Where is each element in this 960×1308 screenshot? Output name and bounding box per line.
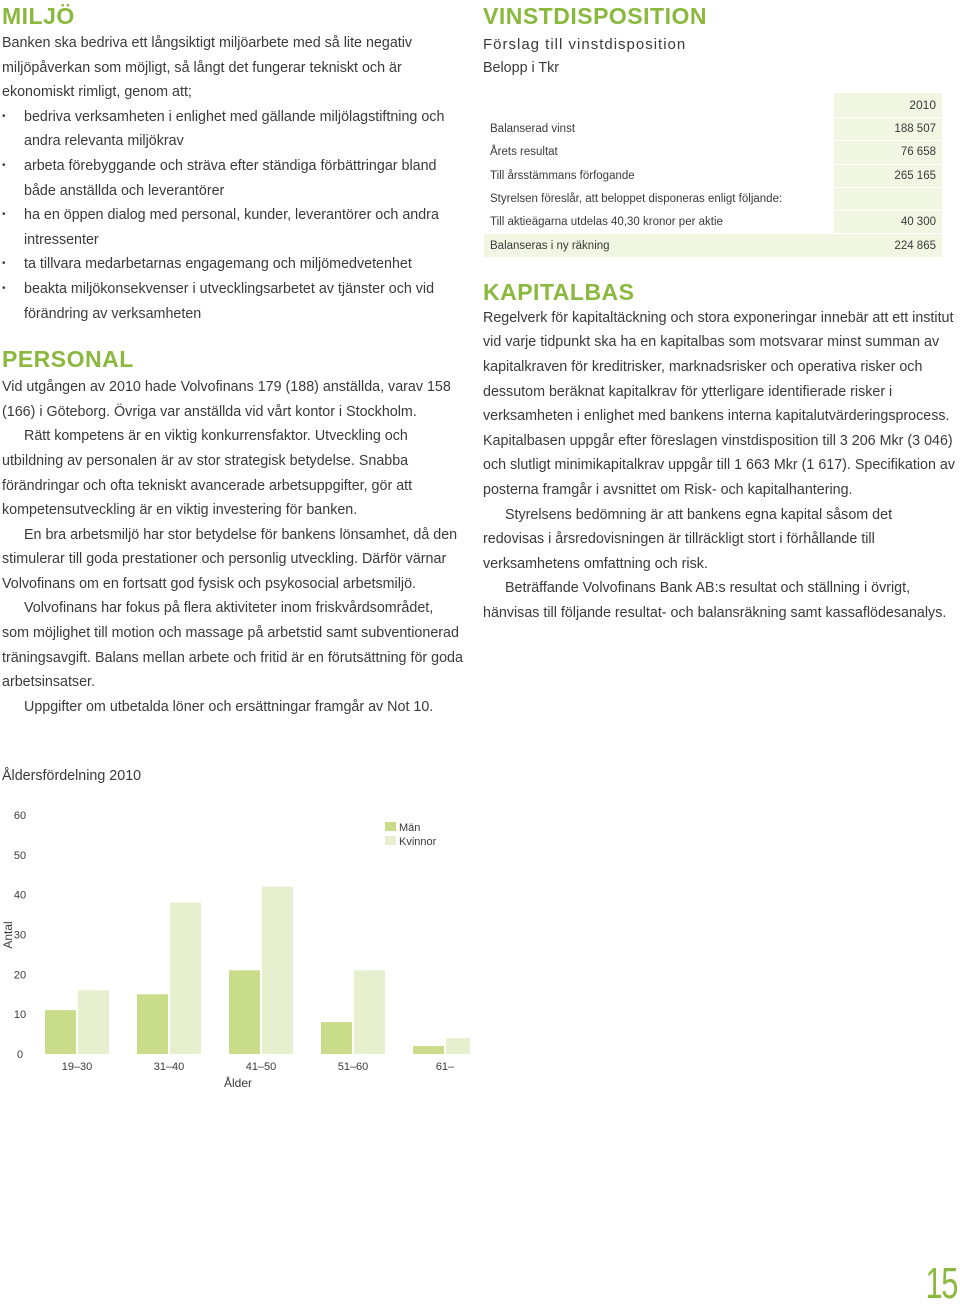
row-value: 224 865 <box>834 234 942 257</box>
personal-p1: Vid utgången av 2010 hade Volvofinans 179 (188) anställda, varav 158 (166) i Göteborg. Övriga var anställda vid vårt kontor i Stockholm. <box>2 379 451 420</box>
legend-swatch-kvinnor <box>385 836 396 845</box>
y-axis-label: Antal <box>1 921 15 949</box>
bar-män-1 <box>137 994 168 1054</box>
personal-p4: Volvofinans har fokus på flera aktiviteter inom friskvårdsområdet, som möjlighet till motion och massage på arbetstid samt subventionerad träningsavgift. Balans mellan arbete och fritid är en förutsättning för goda arbetsinsatser. <box>2 600 463 691</box>
bar-män-4 <box>413 1046 444 1054</box>
personal-p3: En bra arbetsmiljö har stor betydelse för bankens lönsamhet, då den stimulerar till goda prestationer och personlig utveckling. Därför värnar Volvofinans om en fortsatt god fysisk och psykosocial arbetsmiljö. <box>2 526 458 592</box>
y-tick-label: 60 <box>13 810 27 822</box>
miljo-bullet-list <box>2 105 464 326</box>
vinst-unit: Belopp i Tkr <box>483 60 560 76</box>
row-label: Balanserad vinst <box>484 118 834 141</box>
row-value <box>834 187 942 210</box>
y-tick-label: 50 <box>13 849 27 862</box>
left-column <box>2 0 464 719</box>
bar-män-3 <box>321 1022 352 1054</box>
legend-label: Män <box>399 822 421 834</box>
x-tick-label: 19–30 <box>61 1061 93 1073</box>
y-tick-label: 20 <box>13 969 27 982</box>
row-label: Till aktieägarna utdelas 40,30 kronor per aktie <box>484 211 834 234</box>
personal-p2: Rätt kompetens är en viktig konkurrensfaktor. Utveckling och utbildning av personalen är av stor strategisk betydelse. Snabba förändringar och ofta tekniskt avancerade arbetsuppgifter, gör att kompetensutveckling är en viktig investering för banken. <box>2 428 413 519</box>
year-header: 2010 <box>834 93 942 118</box>
right-column <box>483 0 955 626</box>
row-value: 265 165 <box>834 164 942 187</box>
vinst-heading: VINSTDISPOSITION <box>483 3 707 29</box>
y-tick-label: 0 <box>16 1049 24 1061</box>
x-tick-label: 61– <box>435 1061 455 1073</box>
row-value: 40 300 <box>834 211 942 234</box>
y-tick-label: 30 <box>13 929 27 942</box>
bar-kvinnor-4 <box>446 1038 470 1054</box>
list-item: • bedriva verksamheten i enlighet med gällande miljölagstiftning och andra relevanta miljökrav <box>2 105 464 154</box>
table-header-row <box>484 93 942 118</box>
x-axis-ticks <box>62 1061 455 1073</box>
bar-män-2 <box>229 970 260 1054</box>
kapital-p1: Regelverk för kapitaltäckning och stora exponeringar innebär att ett institut vid varje tidpunkt ska ha en kapitalbas som motsvarar minst summan av kapitalkraven för kreditrisker, marknadsrisker och operativa risker och dessutom beräknat kapitalkrav för ytterligare identifierade risker i verksamheten i enlighet med bankens interna kapitalutvärderingsprocess. Kapitalbasen uppgår efter föreslagen vinstdisposition till 3 206 Mkr (3 046) och slutligt minimikapitalkrav uppgår till 1 663 Mkr (1 617). Specifikation av posterna framgår i avsnittet om Risk- och kapitalhantering. <box>483 309 956 498</box>
row-value: 76 658 <box>834 141 942 164</box>
bar-kvinnor-2 <box>262 887 293 1054</box>
personal-p5: Uppgifter om utbetalda löner och ersättningar framgår av Not 10. <box>24 698 434 715</box>
row-value: 188 507 <box>834 118 942 141</box>
kapital-heading: KAPITALBAS <box>483 278 635 305</box>
table-row <box>484 118 942 141</box>
x-tick-label: 51–60 <box>337 1061 369 1073</box>
chart-legend <box>385 822 437 848</box>
y-axis-ticks <box>14 810 26 1061</box>
chart-bars <box>45 887 470 1054</box>
y-tick-label: 10 <box>13 1009 27 1022</box>
legend-swatch-män <box>385 822 396 831</box>
row-label: Till årsstämmans förfogande <box>484 164 834 187</box>
row-label: Årets resultat <box>484 141 834 164</box>
miljo-heading: MILJÖ <box>2 3 75 29</box>
kapital-p2: Styrelsens bedömning är att bankens egna kapital såsom det redovisas i årsredovisningen är tillräckligt stort i förhållande till verksamhetens omfattning och risk. <box>483 506 893 572</box>
bar-kvinnor-3 <box>354 970 385 1054</box>
vinstdisposition-table <box>484 92 942 257</box>
list-item: • ha en öppen dialog med personal, kunder, leverantörer och andra intressenter <box>2 203 464 252</box>
list-item: • ta tillvara medarbetarnas engagemang och miljömedvetenhet <box>2 252 464 277</box>
bar-kvinnor-0 <box>78 990 109 1054</box>
y-tick-label: 40 <box>13 889 27 902</box>
personal-heading: PERSONAL <box>2 346 134 373</box>
age-distribution-chart <box>0 800 470 1100</box>
bar-män-0 <box>45 1010 76 1054</box>
table-row <box>484 164 942 187</box>
table-row <box>484 211 942 234</box>
row-label: Styrelsen föreslår, att beloppet disponeras enligt följande: <box>484 187 834 210</box>
x-axis-label: Ålder <box>223 1076 253 1090</box>
table-row <box>484 187 942 210</box>
kapitalbas-section <box>483 278 955 626</box>
miljo-intro: Banken ska bedriva ett långsiktigt miljöarbete med så lite negativ miljöpåverkan som möjligt, så långt det fungerar tekniskt och är ekonomiskt rimligt, genom att; <box>2 35 413 101</box>
list-item: • beakta miljökonsekvenser i utvecklingsarbetet av tjänster och vid förändring av verksamheten <box>2 277 464 326</box>
table-row <box>484 234 942 257</box>
page-number: 15 <box>925 1259 957 1308</box>
bar-kvinnor-1 <box>170 903 201 1054</box>
legend-label: Kvinnor <box>399 836 437 848</box>
kapital-p3: Beträffande Volvofinans Bank AB:s resultat och ställning i övrigt, hänvisas till följande resultat- och balansräkning samt kassaflödesanalys. <box>483 580 947 621</box>
x-tick-label: 31–40 <box>153 1061 185 1073</box>
chart-title: Åldersfördelning 2010 <box>2 768 142 784</box>
vinst-subheading: Förslag till vinstdisposition <box>483 36 687 53</box>
list-item: • arbeta förebyggande och sträva efter ständiga förbättringar bland både anställda och leverantörer <box>2 154 464 203</box>
row-label: Balanseras i ny räkning <box>484 234 834 257</box>
table-row <box>484 141 942 164</box>
x-tick-label: 41–50 <box>245 1061 277 1073</box>
